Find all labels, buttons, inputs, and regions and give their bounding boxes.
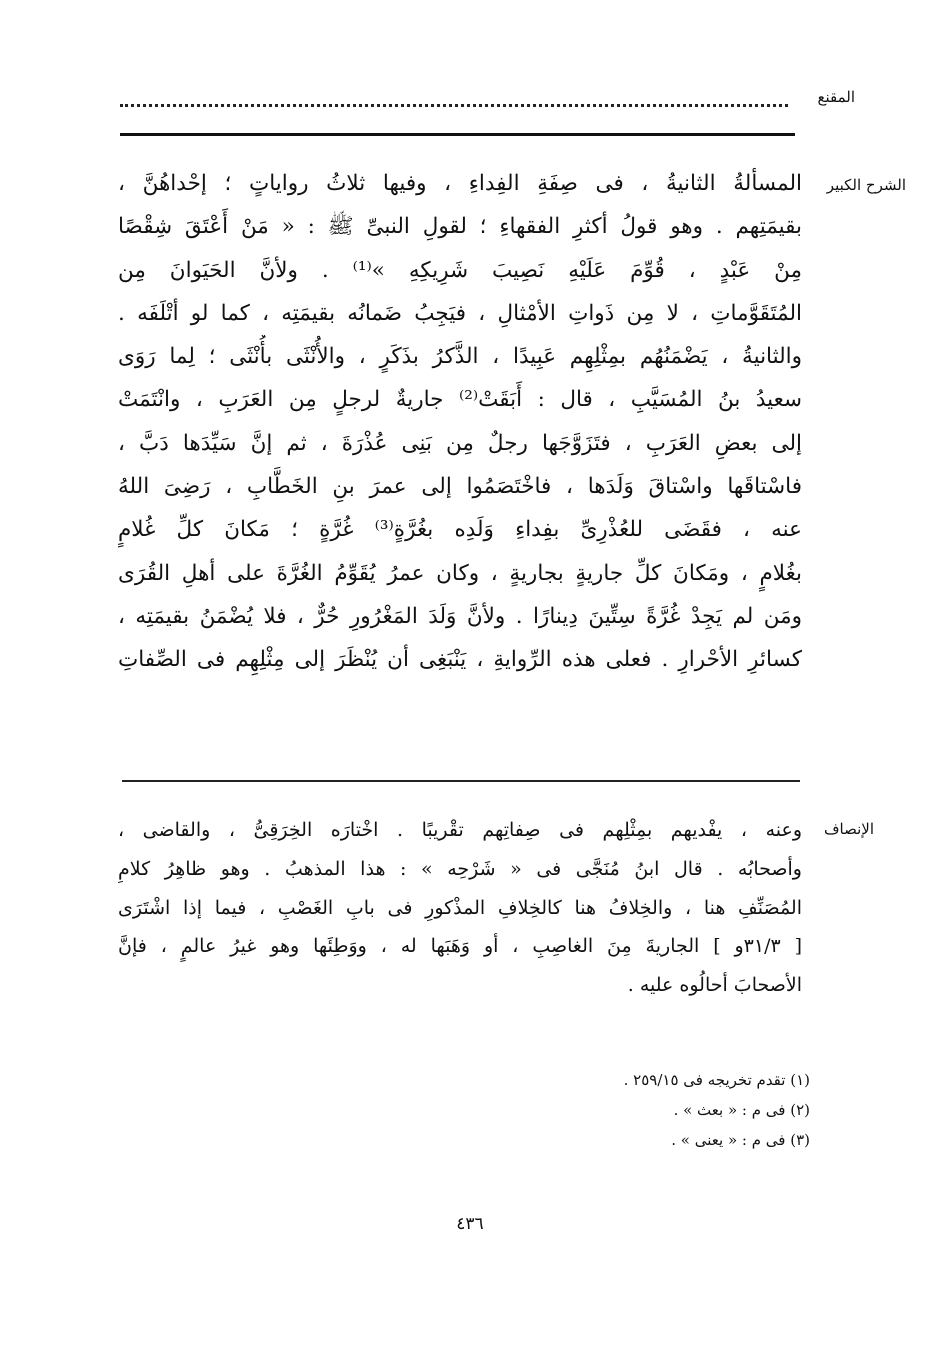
sharh-line: كسائرِ الأحْرارِ . فعلى هذه الرِّوايةِ ، يَنْبَغِى أن يُنْظَرَ إلى مِثْلِهِم فى الصِّفاتِ: [118, 647, 802, 673]
insaf-line: وعنه ، يفْديهم بمِثْلِهم فى صِفاتِهم تقْريبًا . اخْتارَه الخِرَقِىُّ ، والقاضى ،: [118, 819, 802, 841]
footnote: (١) تقدم تخريجه فى ٢٥٩/١٥ .: [623, 1071, 810, 1089]
sharh-line: عنه ، فقَضَى للعُذْرِىِّ بفِداءِ وَلَدِه بغُرَّةٍ⁽³⁾ غُرَّةٍ ؛ مَكانَ كلِّ غُلامٍ: [118, 517, 802, 543]
sharh-line: سعيدُ بنُ المُسَيَّبِ ، قال : أَبَقَتْ⁽²⁾ جاريةٌ لرجلٍ مِن العَرَبِ ، وانْتَمَتْ: [118, 387, 802, 413]
footnote: (٢) فى م : « بعث » .: [673, 1101, 810, 1119]
page-number: ٤٣٦: [456, 1214, 484, 1234]
section-divider: [122, 780, 800, 782]
footnotes: [420, 1065, 810, 1155]
insaf-side-label: الإنصاف: [823, 820, 874, 838]
footnote: (٣) فى م : « يعنى » .: [671, 1131, 810, 1149]
insaf-text-block: [118, 811, 802, 1005]
header-rule: [120, 133, 795, 136]
sharh-line: فاسْتاقَها واسْتاقَ وَلَدَها ، فاخْتَصَمُوا إلى عمرَ بنِ الخَطَّابِ ، رَضِىَ اللهُ: [118, 474, 802, 500]
sharh-line: بقيمَتِهم . وهو قولُ أكثرِ الفقهاءِ ؛ لقولِ النبىِّ ﷺ : « مَنْ أَعْتَقَ شِقْصًا: [118, 214, 802, 240]
sharh-line: المسألةُ الثانيةُ ، فى صِفَةِ الفِداءِ ، وفيها ثلاثُ رواياتٍ ؛ إحْداهُنَّ ،: [118, 171, 802, 196]
sharh-text-block: [118, 162, 802, 682]
sharh-line: المُتَقَوَّماتِ ، لا مِن ذَواتِ الأمْثالِ ، فيَجِبُ ضَمانُه بقيمَتِه ، كما لو أتْلَفَه .: [118, 300, 802, 326]
insaf-line: [ ٣١/٣و ] الجاريةَ مِنَ الغاصِبِ ، أو وَهَبَها له ، ووَطِئَها وهو غيرُ عالمٍ ، فإنَّ: [118, 935, 802, 958]
sharh-line: والثانيةُ ، يَضْمَنُهُم بمِثْلِهِم عَبِيدًا ، الذَّكرُ بذَكَرٍ ، والأُنْثَى بأُنْثَى ؛ لِما رَوَى: [118, 344, 802, 370]
header-dotted-leader: [120, 104, 788, 107]
sharh-side-label: الشرح الكبير: [826, 176, 906, 194]
sharh-line: إلى بعضِ العَرَبِ ، فتَزَوَّجَها رجلٌ مِن بَنِى عُذْرَةَ ، ثم إنَّ سَيِّدَها دَبَّ ،: [118, 430, 802, 456]
sharh-line: مِنْ عَبْدٍ ، قُوِّمَ عَلَيْهِ نَصِيبَ شَرِيكِهِ »⁽¹⁾ . ولأنَّ الحَيَوانَ مِن: [118, 257, 802, 283]
insaf-line: وأصحابُه . قال ابنُ مُنَجَّى فى « شَرْحِه » : هذا المذهبُ . وهو ظاهِرُ كلامِ: [118, 857, 802, 880]
insaf-line: المُصَنِّفِ هنا ، والخِلافُ هنا كالخِلافِ المذْكورِ فى بابِ الغَصْبِ ، فيما إذا اشْتَرَى: [118, 896, 802, 919]
sharh-line: ومَن لم يَجِدْ غُرَّةً سِتِّينَ دِينارًا . ولأنَّ وَلَدَ المَغْرُورِ حُرٌّ ، فلا يُضْمَنُ بقيمَتِه ،: [118, 603, 802, 629]
header-title: المقنع: [817, 88, 855, 106]
insaf-line: الأصحابَ أحالُوه عليه .: [627, 974, 802, 997]
sharh-line: بغُلامٍ ، ومَكانَ كلِّ جاريةٍ بجاريةٍ ، وكان عمرُ يُقَوِّمُ الغُرَّةَ على أهلِ القُرَى: [118, 560, 802, 586]
